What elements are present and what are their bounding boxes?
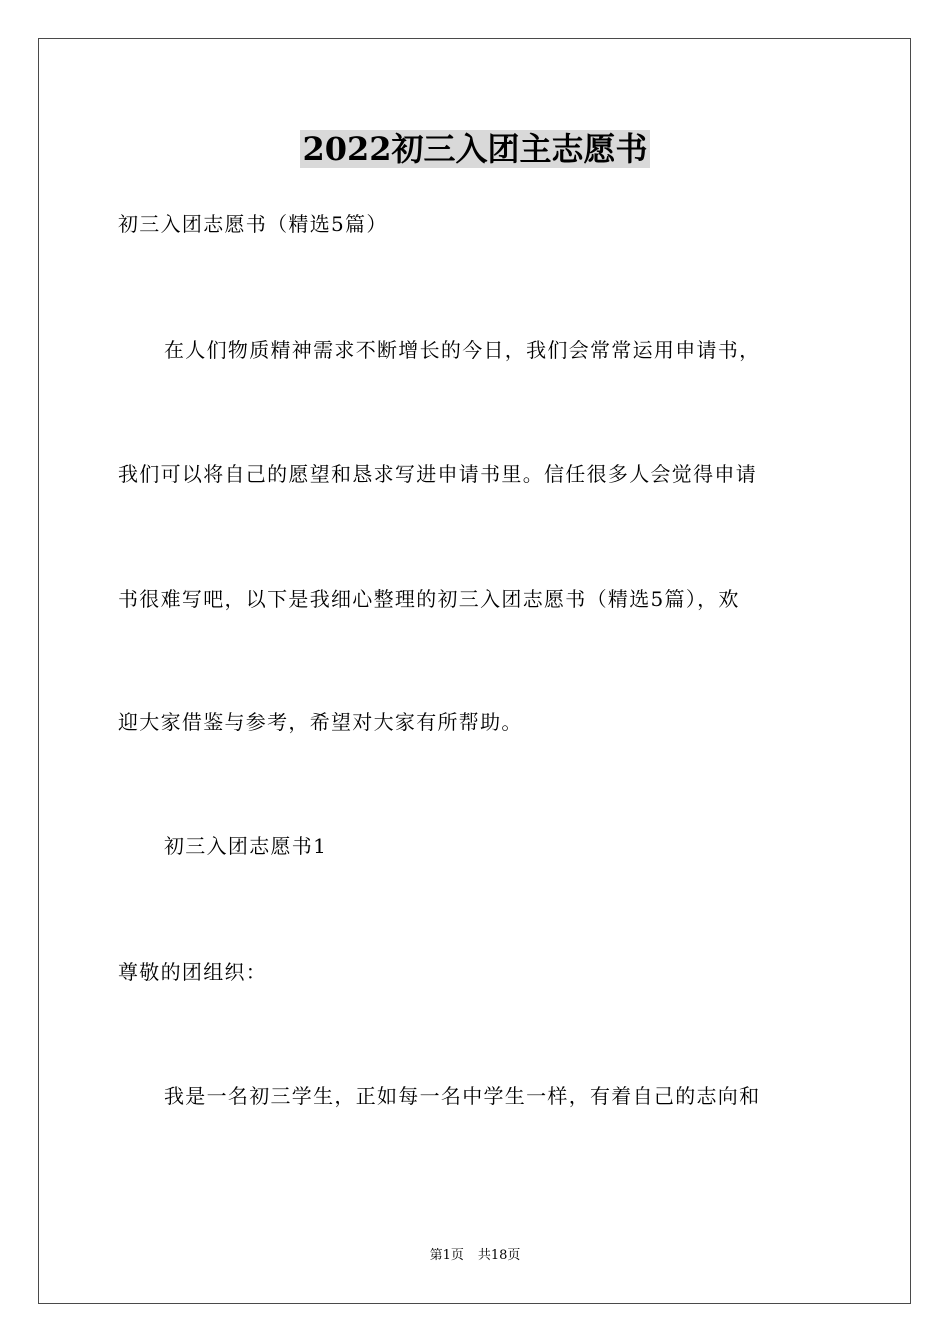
page-number: 第1页 [429,1248,464,1263]
paragraph-line: 我是一名初三学生，正如每一名中学生一样，有着自己的志向和 [164,1084,761,1108]
salutation-line: 尊敬的团组织： [118,960,268,984]
paragraph-line: 在人们物质精神需求不断增长的今日，我们会常常运用申请书， [164,338,761,362]
document-title-text: 2022初三入团主志愿书 [302,130,648,168]
paragraph-line: 书很难写吧，以下是我细心整理的初三入团志愿书（精选5篇），欢 [118,587,740,611]
paragraph-line: 迎大家借鉴与参考，希望对大家有所帮助。 [118,710,523,734]
page-footer [0,1247,950,1265]
subtitle-line: 初三入团志愿书（精选5篇） [118,212,388,236]
paragraph-line: 我们可以将自己的愿望和恳求写进申请书里。信任很多人会觉得申请 [118,462,757,486]
section-heading: 初三入团志愿书1 [164,834,328,858]
page-total: 共18页 [477,1248,521,1263]
document-title [0,127,950,171]
